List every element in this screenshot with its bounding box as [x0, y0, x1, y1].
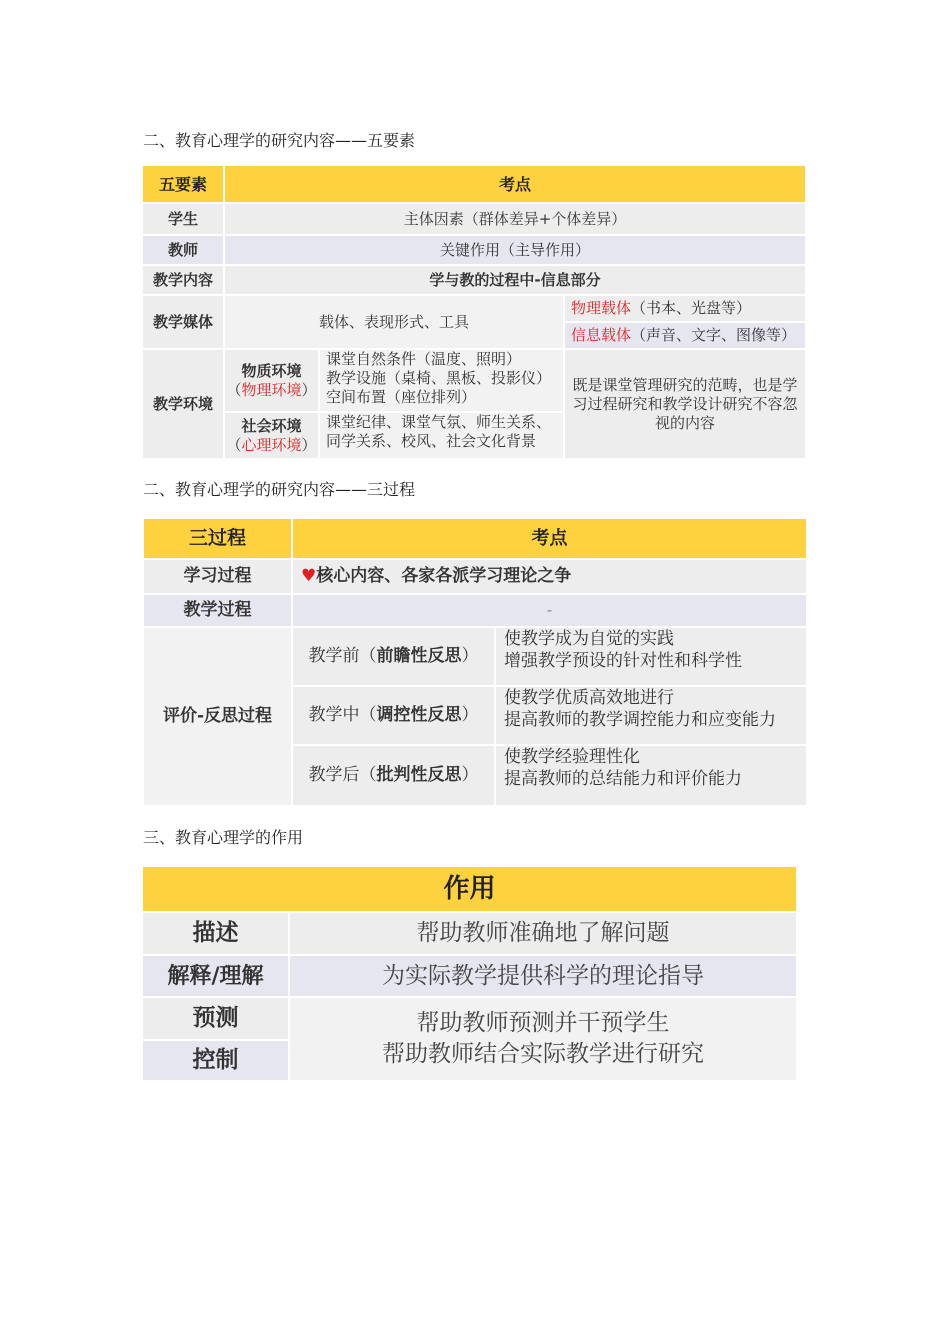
before-line-2: 增强教学预设的针对性和科学性 — [504, 651, 742, 671]
reflection-detail-after — [496, 746, 806, 805]
material-env-sub: 物理环境 — [241, 380, 302, 399]
stage-before-label: 教学前 — [308, 646, 360, 666]
student-point: 主体因素（群体差异+个体差异） — [225, 204, 805, 234]
table2-header-col1: 三过程 — [144, 519, 291, 558]
section-title-five-elements: 二、教育心理学的研究内容——五要素 — [143, 131, 416, 150]
content-point: 学与教的过程中-信息部分 — [225, 266, 805, 294]
table3-header: 作用 — [143, 867, 796, 911]
row-label-predict: 预测 — [143, 998, 288, 1039]
social-line-2: 同学关系、校风、社会文化背景 — [326, 432, 537, 450]
social-env-label: 社会环境 — [241, 416, 302, 435]
info-carrier-examples: （声音、文字、图像等） — [631, 326, 797, 344]
material-line-1: 课堂自然条件（温度、照明） — [326, 350, 522, 368]
social-environment: 社会环境 （心理环境） — [225, 413, 318, 458]
reflection-stage-after: 教学后 （ 批判性反思 ） — [293, 746, 494, 805]
table1-header-col2: 考点 — [225, 166, 805, 202]
stage-before-type: 前瞻性反思 — [376, 646, 462, 666]
stage-during-type: 调控性反思 — [376, 705, 462, 725]
reflection-stage-before: 教学前 （ 前瞻性反思 ） — [293, 628, 494, 685]
material-env-label: 物质环境 — [241, 361, 302, 380]
heart-icon: ♥ — [301, 566, 317, 586]
media-info-carrier — [565, 323, 805, 348]
predict-text: 帮助教师预测并干预学生 — [416, 1010, 670, 1036]
row-label-teacher: 教师 — [143, 236, 223, 264]
row-label-teaching: 教学过程 — [144, 595, 291, 626]
reflection-detail-before — [496, 628, 806, 685]
learning-point-text: 核心内容、各家各派学习理论之争 — [316, 566, 572, 586]
physical-carrier-label: 物理载体 — [571, 299, 632, 317]
row-label-media: 教学媒体 — [143, 296, 223, 348]
info-carrier-label: 信息载体 — [571, 326, 632, 344]
teaching-point: - — [293, 595, 806, 626]
stage-after-label: 教学后 — [308, 765, 360, 785]
table1-header-col1: 五要素 — [143, 166, 223, 202]
social-env-details — [320, 413, 563, 458]
row-label-explain: 解释/理解 — [143, 956, 288, 996]
material-environment: 物质环境 （物理环境） — [225, 350, 318, 411]
row-label-learning: 学习过程 — [144, 560, 291, 593]
material-line-3: 空间布置（座位排列） — [326, 388, 477, 406]
during-line-2: 提高教师的教学调控能力和应变能力 — [504, 710, 776, 730]
before-line-1: 使教学成为自觉的实践 — [504, 629, 674, 649]
social-env-sub: 心理环境 — [241, 435, 302, 454]
reflection-detail-during — [496, 687, 806, 744]
after-line-1: 使教学经验理性化 — [504, 747, 640, 767]
explain-text: 为实际教学提供科学的理论指导 — [290, 956, 796, 996]
describe-text: 帮助教师准确地了解问题 — [290, 913, 796, 954]
stage-after-type: 批判性反思 — [376, 765, 462, 785]
environment-note: 既是课堂管理研究的范畴，也是学习过程研究和教学设计研究不容忽视的内容 — [565, 350, 805, 458]
learning-point — [293, 560, 806, 593]
material-env-details — [320, 350, 563, 411]
after-line-2: 提高教师的总结能力和评价能力 — [504, 769, 742, 789]
row-label-environment: 教学环境 — [143, 350, 223, 458]
during-line-1: 使教学优质高效地进行 — [504, 688, 674, 708]
stage-during-label: 教学中 — [308, 705, 360, 725]
control-text: 帮助教师结合实际教学进行研究 — [382, 1041, 704, 1067]
media-physical-carrier — [565, 296, 805, 321]
media-point: 载体、表现形式、工具 — [225, 296, 563, 348]
table2-header-col2: 考点 — [293, 519, 806, 558]
section-title-functions: 三、教育心理学的作用 — [143, 828, 304, 847]
row-label-reflection: 评价-反思过程 — [144, 628, 291, 805]
reflection-stage-during: 教学中 （ 调控性反思 ） — [293, 687, 494, 744]
predict-control-text — [290, 998, 796, 1080]
row-label-control: 控制 — [143, 1041, 288, 1080]
section-title-three-processes: 二、教育心理学的研究内容——三过程 — [143, 480, 416, 499]
row-label-describe: 描述 — [143, 913, 288, 954]
material-line-2: 教学设施（桌椅、黑板、投影仪） — [326, 369, 552, 387]
physical-carrier-examples: （书本、光盘等） — [631, 299, 752, 317]
social-line-1: 课堂纪律、课堂气氛、师生关系、 — [326, 413, 552, 431]
teacher-point: 关键作用（主导作用） — [225, 236, 805, 264]
row-label-student: 学生 — [143, 204, 223, 234]
row-label-content: 教学内容 — [143, 266, 223, 294]
